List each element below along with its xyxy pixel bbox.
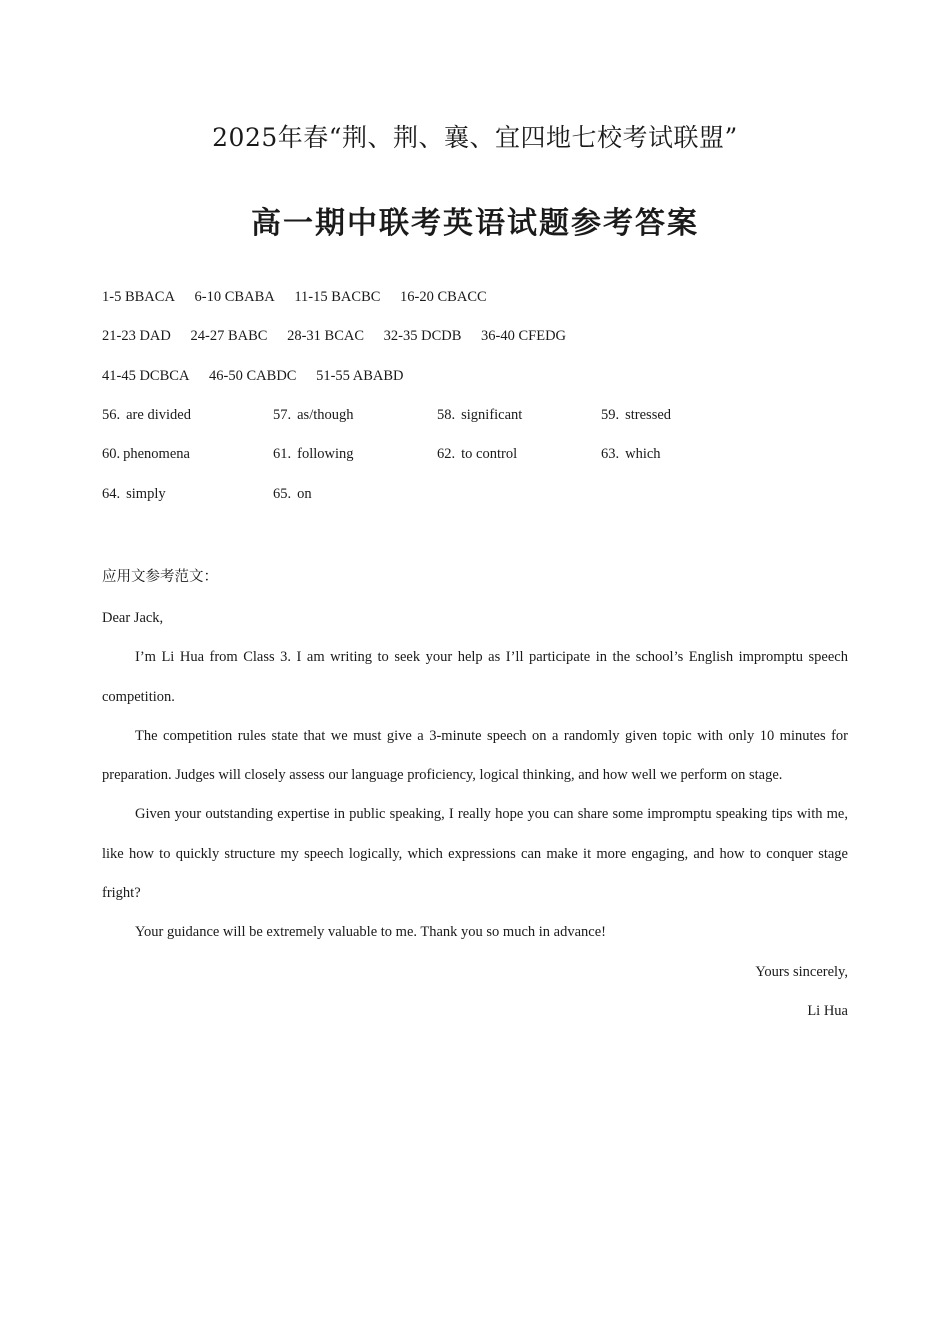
- fill-in-answer: phenomena: [123, 446, 190, 462]
- fill-in-row-2: [102, 446, 862, 466]
- fill-in-answer: to control: [461, 446, 518, 462]
- essay-paragraph: The competition rules state that we must give a 3-minute speech on a randomly given topic with only 10 minutes for preparation. Judges will closely assess our language proficiency, logical thinking, and how well we perform on stage.: [102, 727, 848, 784]
- answer-group: 51-55 ABABD: [316, 368, 404, 384]
- fill-in-row-3: [102, 486, 862, 506]
- essay-greeting: Dear Jack,: [102, 610, 164, 626]
- answer-group: 28-31 BCAC: [287, 328, 365, 344]
- fill-in-answer: as/though: [297, 407, 354, 423]
- answer-group: 24-27 BABC: [190, 328, 268, 344]
- fill-in-answer: significant: [461, 407, 523, 423]
- question-number: 58.: [437, 407, 456, 423]
- question-number: 64.: [102, 486, 121, 502]
- question-number: 65.: [273, 486, 292, 502]
- fill-in-item: [273, 407, 354, 424]
- sample-essay: [102, 599, 848, 1031]
- answer-row-3: [102, 368, 420, 385]
- question-number: 57.: [273, 407, 292, 423]
- fill-in-item: [437, 446, 517, 463]
- answer-group: 6-10 CBABA: [194, 289, 275, 305]
- fill-in-item: [437, 407, 522, 424]
- sample-essay-label: 应用文参考范文：: [102, 569, 218, 585]
- question-number: 60.: [102, 446, 121, 462]
- fill-in-item: [102, 486, 166, 503]
- fill-in-answer: following: [297, 446, 354, 462]
- fill-in-row-1: [102, 407, 862, 427]
- question-number: 61.: [273, 446, 292, 462]
- essay-paragraph: I’m Li Hua from Class 3. I am writing to seek your help as I’ll participate in the school’s English impromptu speech competition.: [102, 649, 848, 705]
- answer-group: 41-45 DCBCA: [102, 368, 190, 384]
- answer-group: 21-23 DAD: [102, 328, 171, 344]
- answer-row-2: [102, 328, 582, 345]
- answer-group: 1-5 BBACA: [102, 289, 175, 305]
- answer-row-1: [102, 289, 503, 306]
- fill-in-item: [273, 486, 312, 503]
- fill-in-answer: which: [625, 446, 661, 462]
- essay-signature: Li Hua: [807, 1002, 848, 1019]
- question-number: 59.: [601, 407, 620, 423]
- essay-paragraph: Given your outstanding expertise in public speaking, I really hope you can share some impromptu speaking tips with me, like how to quickly structure my speech logically, which expressions can make it more engaging, and how to conquer stage fright?: [102, 806, 848, 902]
- answer-group: 36-40 CFEDG: [481, 328, 567, 344]
- fill-in-answer: on: [297, 486, 312, 502]
- question-number: 56.: [102, 407, 121, 423]
- answer-group: 16-20 CBACC: [400, 289, 487, 305]
- question-number: 62.: [437, 446, 456, 462]
- essay-closing: Yours sincerely,: [755, 963, 848, 980]
- question-number: 63.: [601, 446, 620, 462]
- fill-in-answer: simply: [126, 486, 166, 502]
- answer-group: 46-50 CABDC: [209, 368, 297, 384]
- fill-in-item: [601, 407, 671, 424]
- fill-in-item: [102, 407, 191, 424]
- answer-group: 32-35 DCDB: [383, 328, 462, 344]
- essay-paragraph: Your guidance will be extremely valuable to me. Thank you so much in advance!: [135, 924, 606, 941]
- fill-in-item: [102, 446, 190, 463]
- fill-in-item: [601, 446, 661, 463]
- answer-key-title: 高一期中联考英语试题参考答案: [251, 206, 699, 241]
- fill-in-answer: are divided: [126, 407, 191, 423]
- fill-in-item: [273, 446, 354, 463]
- fill-in-answer: stressed: [625, 407, 672, 423]
- exam-alliance-title: 2025年春“荆、荆、襄、宜四地七校考试联盟”: [212, 123, 738, 152]
- answer-group: 11-15 BACBC: [294, 289, 381, 305]
